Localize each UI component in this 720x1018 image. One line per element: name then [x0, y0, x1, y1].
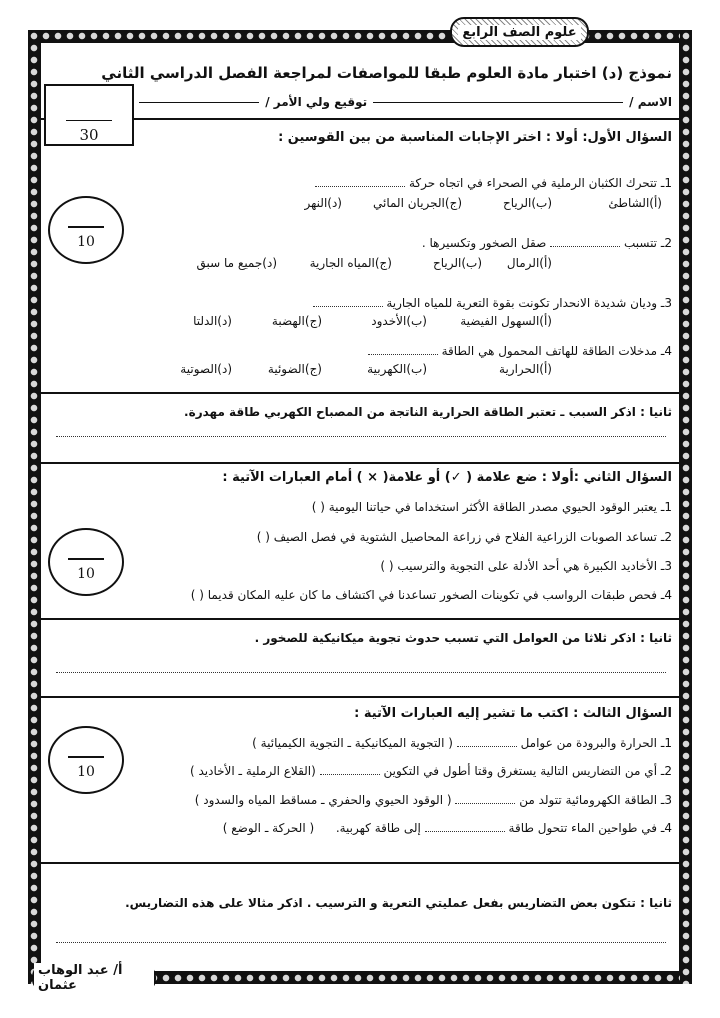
option-a[interactable]: (أ)الشاطئ [608, 196, 662, 210]
total-score: 30 [79, 126, 99, 144]
q3-item-2 [190, 764, 672, 778]
q3-item-2-text: 2ـ أي من التضاريس التالية يستغرق وقتا أطول في التكوين [383, 764, 672, 778]
teacher-name: أ/ عبد الوهاب عثمان [34, 963, 154, 993]
q3-item-3-choices: ( الوقود الحيوي والحفري ـ مساقط المياه والسدود ) [194, 793, 452, 807]
q1-item-1 [315, 176, 672, 190]
answer-blank[interactable] [457, 746, 517, 747]
q2-item-4: 4ـ فحص طبقات الرواسب في تكوينات الصخور تساعدنا في اكتشاف ما كان عليه المكان قديما ( ) [190, 588, 672, 602]
answer-blank[interactable] [368, 354, 438, 355]
q3-item-4-middle: إلى طاقة كهربية. [335, 821, 421, 835]
answer-line[interactable] [56, 436, 666, 437]
option-d[interactable]: (د)النهر [304, 196, 342, 210]
q3-item-3 [195, 793, 672, 807]
answer-blank[interactable] [550, 246, 620, 247]
score-line [68, 756, 104, 758]
option-b[interactable]: (ب)الرياح [432, 256, 482, 270]
divider [40, 618, 680, 620]
q3-item-3-text: 3ـ الطاقة الكهرومائية تتولد من [519, 793, 672, 807]
q2-item-1: 1ـ يعتبر الوقود الحيوي مصدر الطاقة الأكثر استخداما في حياتنا اليومية ( ) [311, 500, 672, 514]
q2-item-3: 3ـ الأخاديد الكبيرة هي أحد الأدلة على التجوية والترسيب ( ) [380, 559, 672, 573]
q3-item-1-text: 1ـ الحرارة والبرودة من عوامل [520, 736, 672, 750]
option-b[interactable]: (ب)الأخدود [371, 314, 427, 328]
q1-second: ثانيا : اذكر السبب ـ تعتبر الطاقة الحرارية الناتجة من المصباح الكهربي طاقة مهدرة. [184, 405, 672, 419]
option-a[interactable]: (أ)السهول الفيضية [460, 314, 552, 328]
name-signature-line [62, 95, 672, 109]
score-line [66, 120, 112, 121]
q1-item-1-options [305, 196, 662, 210]
q2-score: 10 [77, 566, 95, 582]
name-field[interactable] [373, 102, 623, 103]
q3-item-4-choices: ( الحركة ـ الوضع ) [222, 821, 315, 835]
q3-item-2-choices: (القلاع الرملية ـ الأخاديد ) [190, 764, 316, 778]
grade-tag-text: علوم الصف الرابع [458, 25, 580, 40]
guardian-signature-field[interactable] [139, 102, 259, 103]
border-pattern-top [28, 30, 692, 42]
teacher-name-tag [32, 963, 156, 993]
option-d[interactable]: (د)الصوتية [180, 362, 232, 376]
q1-score: 10 [77, 234, 95, 250]
answer-blank[interactable] [455, 803, 515, 804]
option-c[interactable]: (ج)المياه الجارية [309, 256, 392, 270]
option-c[interactable]: (ج)الجريان المائي [372, 196, 462, 210]
answer-line[interactable] [56, 672, 666, 673]
divider [40, 392, 680, 394]
q2-second: ثانيا : اذكر ثلاثا من العوامل التي تسبب حدوث تجوية ميكانيكية للصخور . [254, 631, 672, 645]
q2-heading: السؤال الثاني :أولا : ضع علامة ( ✓) أو علامة( × ) أمام العبارات الآتية : [222, 470, 672, 485]
q1-item-4 [368, 344, 672, 358]
answer-blank[interactable] [425, 831, 505, 832]
q3-item-4 [223, 821, 672, 835]
answer-blank[interactable] [315, 186, 405, 187]
option-a[interactable]: (أ)الرمال [506, 256, 552, 270]
q1-score-oval [48, 196, 124, 264]
option-d[interactable]: (د)جميع ما سبق [196, 256, 277, 270]
q1-item-4-text: 4ـ مدخلات الطاقة للهاتف المحمول هي الطاقة [441, 344, 672, 358]
name-label: الاسم / [629, 95, 672, 109]
divider [40, 862, 680, 864]
answer-blank[interactable] [320, 774, 380, 775]
q3-item-1-choices: ( التجوية الميكانيكية ـ التجوية الكيميائية ) [252, 736, 453, 750]
border-pattern-right [680, 30, 692, 984]
q3-item-1 [252, 736, 672, 750]
total-score-box [44, 84, 134, 146]
q3-second: ثانيا : تتكون بعض التضاريس بفعل عمليتي التعرية و الترسيب . اذكر مثالا على هذه التضاريس. [125, 896, 672, 910]
q1-item-2 [422, 236, 672, 250]
q2-item-2: 2ـ تساعد الصوبات الزراعية الفلاح في زراعة المحاصيل الشتوية في فصل الصيف ( ) [256, 530, 672, 544]
guardian-label: توقيع ولي الأمر / [265, 95, 368, 109]
q3-score: 10 [77, 764, 95, 780]
option-b[interactable]: (ب)الرياح [502, 196, 552, 210]
exam-title: نموذج (د) اختبار مادة العلوم طبقا للمواصفات لمراجعة الفصل الدراسي الثاني [101, 64, 672, 82]
q1-item-2-text-after: صقل الصخور وتكسيرها . [421, 236, 547, 250]
q1-item-3-text: 3ـ وديان شديدة الانحدار تكونت بقوة التعرية للمياه الجارية [386, 296, 672, 310]
option-c[interactable]: (ج)الهضبة [271, 314, 322, 328]
option-d[interactable]: (د)الدلتا [193, 314, 232, 328]
option-a[interactable]: (أ)الحرارية [499, 362, 552, 376]
divider [40, 462, 680, 464]
q1-item-3-options [193, 314, 552, 328]
answer-line[interactable] [56, 942, 666, 943]
q1-item-2-text-before: 2ـ تتسبب [623, 236, 672, 250]
option-c[interactable]: (ج)الضوئية [267, 362, 322, 376]
border-pattern-left [28, 30, 40, 984]
q3-score-oval [48, 726, 124, 794]
score-line [68, 226, 104, 228]
q1-item-2-options [197, 256, 552, 270]
q1-item-1-text: 1ـ تتحرك الكثبان الرملية في الصحراء في اتجاه حركة [408, 176, 672, 190]
q2-score-oval [48, 528, 124, 596]
option-b[interactable]: (ب)الكهربية [367, 362, 427, 376]
grade-tag [450, 17, 589, 47]
divider [40, 118, 680, 120]
answer-blank[interactable] [313, 306, 383, 307]
divider [40, 696, 680, 698]
q1-item-4-options [180, 362, 552, 376]
q1-item-3 [313, 296, 673, 310]
q3-item-4-text: 4ـ في طواحين الماء تتحول طاقة [508, 821, 672, 835]
q1-heading: السؤال الأول: أولا : اختر الإجابات المناسبة من بين القوسين : [278, 130, 672, 145]
q3-heading: السؤال الثالث : اكتب ما تشير إليه العبارات الآتية : [354, 706, 672, 721]
score-line [68, 558, 104, 560]
